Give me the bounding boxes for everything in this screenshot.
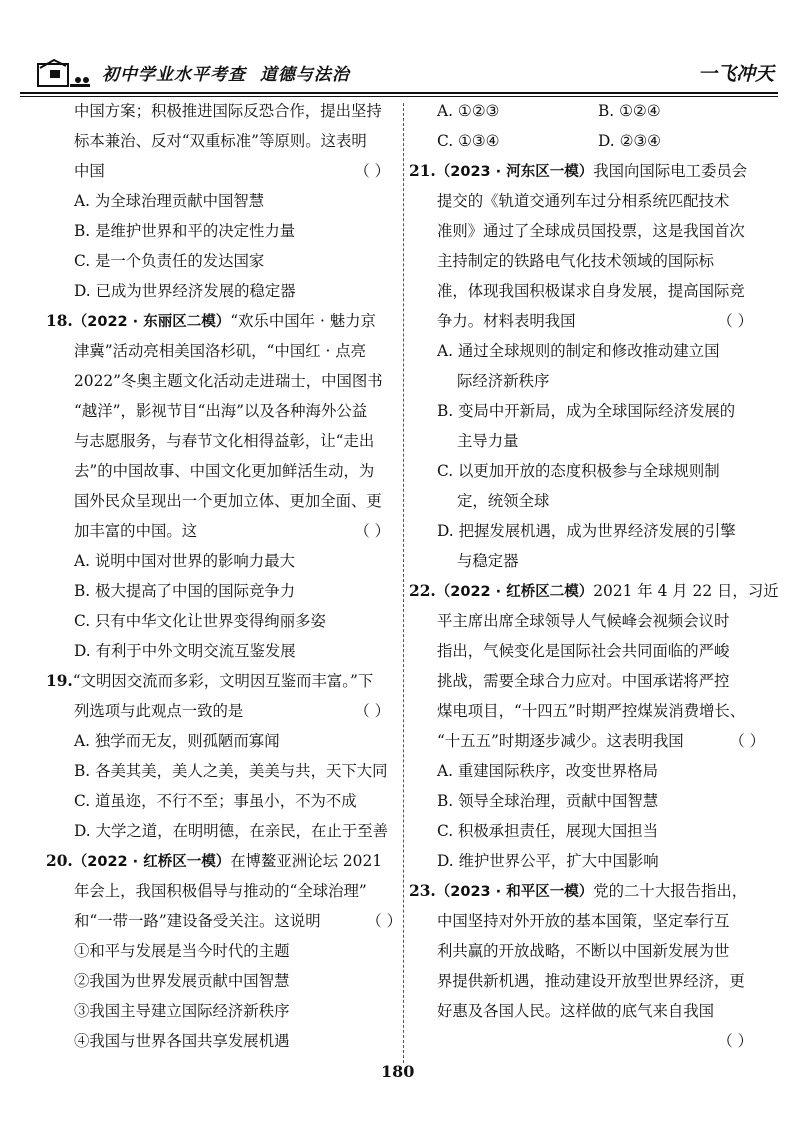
q23-first-line: [409, 876, 759, 906]
answer-paren: （ ）: [354, 522, 390, 540]
q22-text-end: “十五五”时期逐步减少。这表明我国: [437, 732, 684, 750]
q21-text-line: 主持制定的铁路电气化技术领域的国际标: [437, 252, 715, 270]
q20-option-c: C. ①③④: [437, 132, 500, 150]
q20-options-row: [409, 126, 759, 156]
q21-text-line: [409, 306, 759, 336]
q20-source: （2022 · 红桥区一模）: [72, 854, 231, 870]
q23-text-line: 界提供新机遇，推动建设开放型世界经济，更: [437, 972, 745, 990]
q18-text-end: 加丰富的中国。这: [74, 522, 198, 540]
q20-item-1: ①和平与发展是当今时代的主题: [74, 942, 290, 960]
q18-option-c: C. 只有中华文化让世界变得绚丽多姿: [74, 612, 326, 630]
q21-option-c: C. 以更加开放的态度积极参与全球规则制: [437, 462, 720, 480]
q21-option-b: B. 变局中开新局，成为全球国际经济发展的: [437, 402, 736, 420]
q19-option-d: D. 大学之道，在明明德，在亲民，在止于至善: [74, 822, 388, 840]
q18-text-line: 与志愿服务，与春节文化相得益彰，让“走出: [74, 432, 375, 450]
q19-option-b: B. 各美其美，美人之美，美美与共，天下大同: [74, 762, 388, 780]
q20-item-3: ③我国主导建立国际经济新秩序: [74, 1002, 290, 1020]
q21-text-line: 准，体现我国积极谋求自身发展，提高国际竞: [437, 282, 745, 300]
q20-text-line: 年会上，我国积极倡导与推动的“全球治理”: [74, 882, 367, 900]
q18-text-line: 2022”冬奥主题文化活动走进瑞士，中国图书: [74, 372, 383, 390]
q23-text-line: 好惠及各国人民。这样做的底气来自我国: [437, 1002, 715, 1020]
q18-text-line: 去”的中国故事、中国文化更加鲜活生动，为: [74, 462, 375, 480]
q23-number: 23.: [409, 882, 436, 900]
q20-option-b: B. ①②④: [598, 102, 661, 120]
q22-number: 22.: [409, 582, 436, 600]
q17-option-a: A. 为全球治理贡献中国智慧: [74, 192, 265, 210]
q23-text-line: 利共赢的开放战略，不断以中国新发展为世: [437, 942, 730, 960]
q17-text-line: 标本兼治、反对“双重标准”等原则。这表明: [74, 132, 367, 150]
q20-item-4: ④我国与世界各国共享发展机遇: [74, 1032, 290, 1050]
header-title: 初中学业水平考查 道德与法治: [102, 65, 350, 85]
q19-option-a: A. 独学而无友，则孤陋而寡闻: [74, 732, 280, 750]
q20-option-a: A. ①②③: [437, 102, 500, 120]
page-header: [36, 54, 776, 94]
q23-paren-line: [409, 1026, 759, 1056]
q22-option-b: B. 领导全球治理，贡献中国智慧: [437, 792, 659, 810]
q21-option-b-cont: 主导力量: [457, 432, 519, 450]
q22-first-line: [409, 576, 779, 606]
q18-source: （2022 · 东丽区二模）: [72, 314, 231, 330]
q19-first-text: “文明因交流而多彩，文明因互鉴而丰富。”下: [72, 672, 374, 690]
q22-text-line: 指出，气候变化是国际社会共同面临的严峻: [437, 642, 730, 660]
q17-option-c: C. 是一个负责任的发达国家: [74, 252, 265, 270]
q23-text-line: 中国坚持对外开放的基本国策，坚定奉行互: [437, 912, 730, 930]
q21-option-a-cont: 际经济新秩序: [457, 372, 550, 390]
q23-source: （2023 · 和平区一模）: [435, 884, 594, 900]
answer-paren: （ ）: [366, 912, 402, 930]
header-brand: 一飞冲天: [697, 63, 774, 85]
q21-option-c-cont: 定，统领全球: [457, 492, 550, 510]
q17-text-end: 中国: [74, 162, 105, 180]
q18-option-a: A. 说明中国对世界的影响力最大: [74, 552, 295, 570]
q20-number: 20.: [46, 852, 73, 870]
q21-first-line: [409, 156, 759, 186]
q21-source: （2023 · 河东区一模）: [435, 164, 594, 180]
q22-text-line: 平主席出席全球领导人气候峰会视频会议时: [437, 612, 730, 630]
q20-first-text: 在博鳌亚洲论坛 2021: [230, 852, 383, 870]
q21-text-line: 提交的《轨道交通列车过分相系统匹配技术: [437, 192, 730, 210]
q20-first-line: [46, 846, 396, 876]
q18-text-line: [46, 516, 396, 546]
page-number: 180: [381, 1062, 415, 1081]
q22-text-line: 挑战，需要全球合力应对。中国承诺将严控: [437, 672, 730, 690]
q21-first-text: 我国向国际电工委员会: [593, 162, 748, 180]
q18-first-text: “欢乐中国年 · 魅力京: [230, 312, 376, 330]
q21-option-a: A. 通过全球规则的制定和修改推动建立国: [437, 342, 720, 360]
q23-first-text: 党的二十大报告指出，: [593, 882, 748, 900]
q22-option-d: D. 维护世界公平，扩大中国影响: [437, 852, 659, 870]
answer-paren: （ ）: [729, 732, 765, 750]
q17-option-b: B. 是维护世界和平的决定性力量: [74, 222, 296, 240]
q17-text-line: 中国方案；积极推进国际反恐合作，提出坚持: [74, 102, 382, 120]
q19-text-line: [46, 696, 396, 726]
answer-paren: （ ）: [717, 312, 753, 330]
q18-text-line: “越洋”，影视节目“出海”以及各种海外公益: [74, 402, 368, 420]
q21-text-end: 争力。材料表明我国: [437, 312, 576, 330]
header-rule: [20, 92, 778, 94]
q20-item-2: ②我国为世界发展贡献中国智慧: [74, 972, 290, 990]
q19-number: 19.: [46, 672, 73, 690]
answer-paren: （ ）: [354, 162, 390, 180]
q22-option-c: C. 积极承担责任，展现大国担当: [437, 822, 659, 840]
q17-option-d: D. 已成为世界经济发展的稳定器: [74, 282, 296, 300]
right-column: [409, 96, 779, 1056]
q19-first-line: [46, 666, 396, 696]
q18-option-d: D. 有利于中外文明交流互鉴发展: [74, 642, 296, 660]
q20-options-row: [409, 96, 759, 126]
q22-text-line: [409, 726, 765, 756]
q21-option-d: D. 把握发展机遇，成为世界经济发展的引擎: [437, 522, 736, 540]
q21-text-line: 准则》通过了全球成员国投票，这是我国首次: [437, 222, 745, 240]
q21-option-d-cont: 与稳定器: [457, 552, 519, 570]
q18-text-line: 国外民众呈现出一个更加立体、更加全面、更: [74, 492, 382, 510]
book-logo-icon: [36, 56, 92, 90]
q20-text-end: 和“一带一路”建设备受关注。这说明: [74, 912, 321, 930]
q17-text-line: [46, 156, 396, 186]
q20-option-d: D. ②③④: [598, 132, 661, 150]
q19-option-c: C. 道虽迩，不行不至；事虽小，不为不成: [74, 792, 357, 810]
left-column: [46, 96, 402, 1056]
q21-number: 21.: [409, 162, 436, 180]
q22-first-text: 2021 年 4 月 22 日，习近: [593, 582, 779, 600]
column-divider: [403, 103, 404, 1063]
q18-number: 18.: [46, 312, 73, 330]
q18-option-b: B. 极大提高了中国的国际竞争力: [74, 582, 296, 600]
answer-paren: （ ）: [717, 1032, 753, 1050]
q22-source: （2022 · 红桥区二模）: [435, 584, 594, 600]
q18-first-line: [46, 306, 396, 336]
q18-text-line: 津冀”活动亮相美国洛杉矶，“中国红 · 点亮: [74, 342, 367, 360]
q22-text-line: 煤电项目，“十四五”时期严控煤炭消费增长、: [437, 702, 746, 720]
q19-text-end: 列选项与此观点一致的是: [74, 702, 244, 720]
answer-paren: （ ）: [354, 702, 390, 720]
q20-text-line: [46, 906, 402, 936]
q22-option-a: A. 重建国际秩序，改变世界格局: [437, 762, 658, 780]
